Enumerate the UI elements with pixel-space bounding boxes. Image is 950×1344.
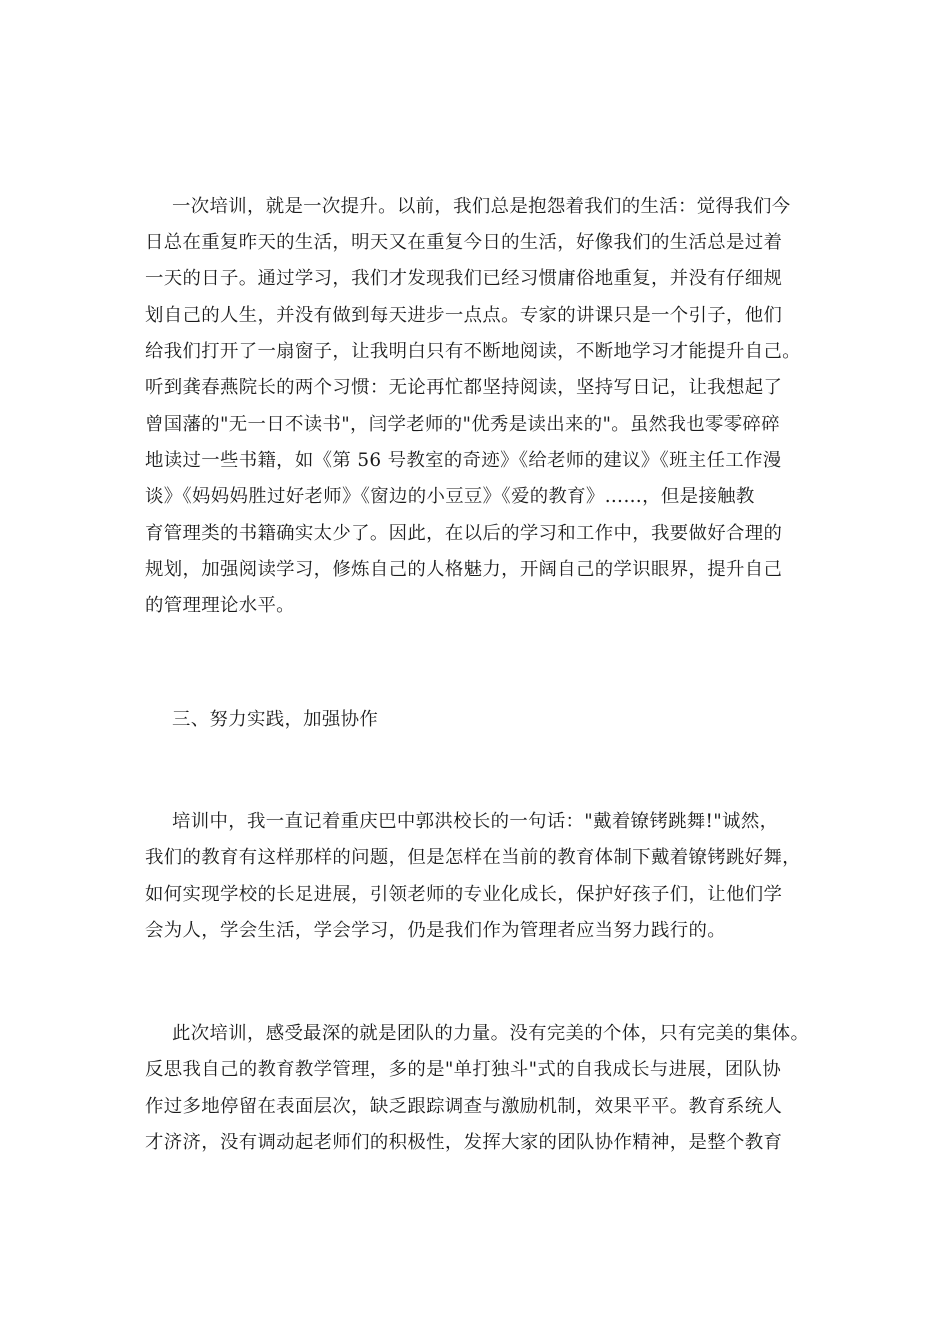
paragraph-1-line-11: 规划，加强阅读学习，修炼自己的人格魅力，开阔自己的学识眼界，提升自己 [145,559,783,580]
paragraph-1-line-7: 曾国藩的"无一日不读书"，闫学老师的"优秀是读出来的"。虽然我也零零碎碎 [145,414,780,435]
paragraph-1-line-5: 给我们打开了一扇窗子，让我明白只有不断地阅读，不断地学习才能提升自己。 [145,341,801,362]
paragraph-2-line-1: 培训中，我一直记着重庆巴中郭洪校长的一句话："戴着镣铐跳舞!"诚然， [172,811,779,832]
paragraph-2-line-4: 会为人，学会生活，学会学习，仍是我们作为管理者应当努力践行的。 [145,920,726,941]
paragraph-3-line-1: 此次培训，感受最深的就是团队的力量。没有完美的个体，只有完美的集体。 [172,1023,810,1044]
paragraph-1-line-9: 谈》《妈妈妈胜过好老师》《窗边的小豆豆》《爱的教育》……，但是接触教 [145,486,755,507]
paragraph-1-line-1: 一次培训，就是一次提升。以前，我们总是抱怨着我们的生活：觉得我们今 [172,196,791,217]
paragraph-1-line-6: 听到龚春燕院长的两个习惯：无论再忙都坚持阅读，坚持写日记，让我想起了 [145,377,783,398]
paragraph-1-line-2: 日总在重复昨天的生活，明天又在重复今日的生活，好像我们的生活总是过着 [145,232,783,253]
paragraph-1-line-8: 地读过一些书籍，如《第 56 号教室的奇迹》《给老师的建议》《班主任工作漫 [145,450,782,471]
paragraph-1-line-3: 一天的日子。通过学习，我们才发现我们已经习惯庸俗地重复，并没有仔细规 [145,268,783,289]
paragraph-3-line-2: 反思我自己的教育教学管理，多的是"单打独斗"式的自我成长与进展，团队协 [145,1059,782,1080]
paragraph-2-line-2: 我们的教育有这样那样的问题，但是怎样在当前的教育体制下戴着镣铐跳好舞， [145,847,801,868]
paragraph-3-line-4: 才济济，没有调动起老师们的积极性，发挥大家的团队协作精神，是整个教育 [145,1132,783,1153]
paragraph-3-line-3: 作过多地停留在表面层次，缺乏跟踪调查与激励机制，效果平平。教育系统人 [145,1096,783,1117]
paragraph-1-line-4: 划自己的人生，并没有做到每天进步一点点。专家的讲课只是一个引子，他们 [145,305,783,326]
paragraph-2-line-3: 如何实现学校的长足进展，引领老师的专业化成长，保护好孩子们，让他们学 [145,884,783,905]
paragraph-1-line-10: 育管理类的书籍确实太少了。因此，在以后的学习和工作中，我要做好合理的 [145,523,783,544]
paragraph-1-line-12: 的管理理论水平。 [145,595,295,616]
section-heading: 三、努力实践，加强协作 [172,709,379,730]
